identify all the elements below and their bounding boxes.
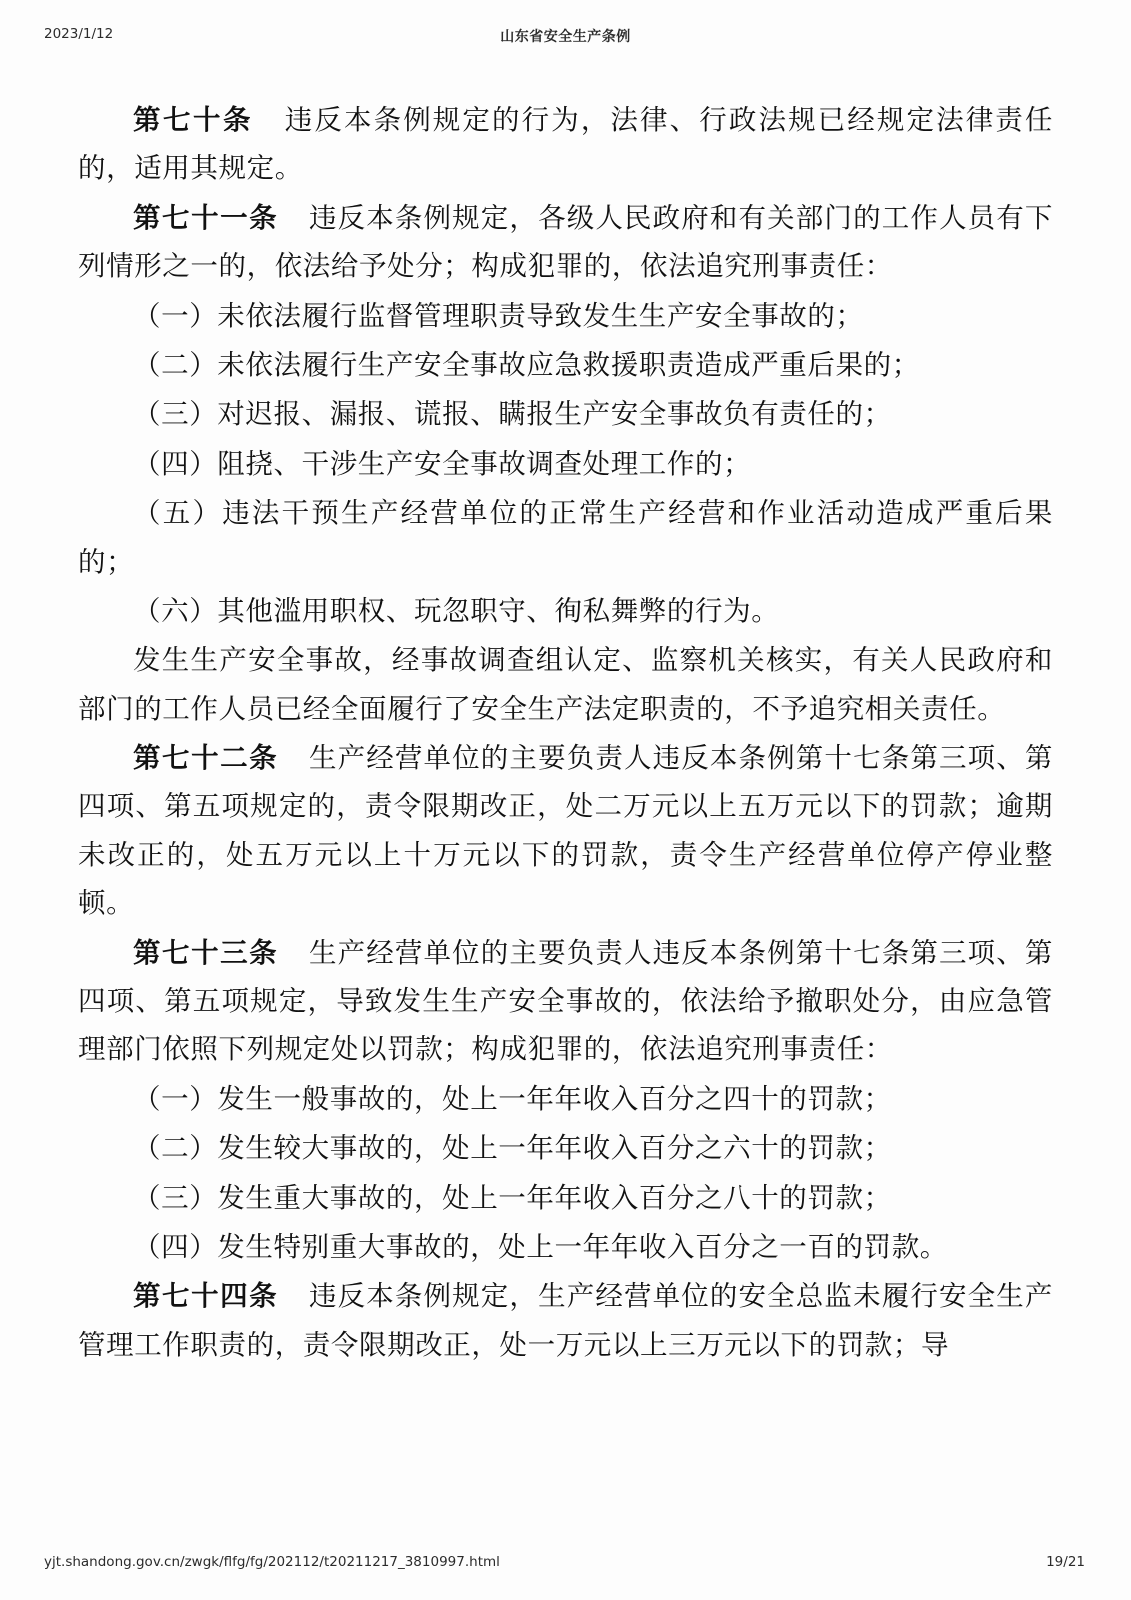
paragraph-item-73-3 bbox=[78, 1174, 1053, 1222]
paragraph-item-71-3 bbox=[78, 390, 1053, 438]
paragraph-item-71-5 bbox=[78, 489, 1053, 586]
paragraph-item-73-1 bbox=[78, 1075, 1053, 1123]
item-text: （四）发生特别重大事故的，处上一年年收入百分之一百的罚款。 bbox=[133, 1230, 948, 1263]
item-text: （四）阻挠、干涉生产安全事故调查处理工作的； bbox=[133, 447, 752, 480]
page-header bbox=[0, 26, 1131, 48]
paragraph-item-73-4 bbox=[78, 1223, 1053, 1271]
article-label: 第七十二条 bbox=[133, 742, 279, 775]
article-text: 违反本条例规定，各级人民政府和有关部门的工作人员有下列情形之一的，依法给予处分；构成犯罪的，依法追究刑事责任： bbox=[78, 201, 1053, 283]
paragraph-article-71 bbox=[78, 194, 1053, 291]
item-text: （三）对迟报、漏报、谎报、瞒报生产安全事故负有责任的； bbox=[133, 398, 892, 431]
paragraph-article-73 bbox=[78, 929, 1053, 1074]
header-document-title: 山东省安全生产条例 bbox=[500, 29, 631, 45]
page-number: 19/21 bbox=[1046, 1554, 1085, 1570]
article-text: 生产经营单位的主要负责人违反本条例第十七条第三项、第四项、第五项规定的，责令限期改正，处二万元以上五万元以下的罚款；逾期未改正的，处五万元以上十万元以下的罚款，责令生产经营单位停产停业整顿。 bbox=[78, 742, 1053, 920]
item-text: （二）发生较大事故的，处上一年年收入百分之六十的罚款； bbox=[133, 1132, 892, 1165]
paragraph-article-71-closing bbox=[78, 636, 1053, 733]
paragraph-article-70 bbox=[78, 96, 1053, 193]
paragraph-item-71-4 bbox=[78, 440, 1053, 488]
article-label: 第七十四条 bbox=[133, 1280, 279, 1313]
paragraph-item-73-2 bbox=[78, 1124, 1053, 1172]
paragraph-item-71-1 bbox=[78, 292, 1053, 340]
article-label: 第七十条 bbox=[133, 104, 254, 136]
item-text: （一）未依法履行监督管理职责导致发生生产安全事故的； bbox=[133, 299, 864, 332]
article-text: 违反本条例规定的行为，法律、行政法规已经规定法律责任的，适用其规定。 bbox=[78, 104, 1054, 185]
paragraph-item-71-2 bbox=[78, 341, 1053, 389]
document-body bbox=[78, 96, 1053, 1370]
paragraph-article-72 bbox=[78, 734, 1053, 928]
item-text: （一）发生一般事故的，处上一年年收入百分之四十的罚款； bbox=[133, 1082, 892, 1115]
article-label: 第七十一条 bbox=[133, 201, 279, 234]
item-text: （六）其他滥用职权、玩忽职守、徇私舞弊的行为。 bbox=[133, 594, 780, 627]
article-text: 生产经营单位的主要负责人违反本条例第十七条第三项、第四项、第五项规定，导致发生生产安全事故的，依法给予撤职处分，由应急管理部门依照下列规定处以罚款；构成犯罪的，依法追究刑事责任： bbox=[78, 936, 1053, 1066]
header-date: 2023/1/12 bbox=[44, 26, 114, 42]
item-text: （五）违法干预生产经营单位的正常生产经营和作业活动造成严重后果的； bbox=[78, 497, 1053, 578]
item-text: （二）未依法履行生产安全事故应急救援职责造成严重后果的； bbox=[133, 348, 920, 381]
article-label: 第七十三条 bbox=[133, 936, 279, 969]
paragraph-text: 发生生产安全事故，经事故调查组认定、监察机关核实，有关人民政府和部门的工作人员已经全面履行了安全生产法定职责的，不予追究相关责任。 bbox=[78, 644, 1053, 725]
source-url: yjt.shandong.gov.cn/zwgk/flfg/fg/202112/t20211217_3810997.html bbox=[44, 1554, 500, 1570]
article-text: 违反本条例规定，生产经营单位的安全总监未履行安全生产管理工作职责的，责令限期改正，处一万元以上三万元以下的罚款；导 bbox=[78, 1280, 1053, 1361]
page-footer bbox=[0, 1554, 1131, 1574]
paragraph-item-71-6 bbox=[78, 587, 1053, 635]
paragraph-article-74 bbox=[78, 1272, 1053, 1369]
item-text: （三）发生重大事故的，处上一年年收入百分之八十的罚款； bbox=[133, 1181, 892, 1214]
